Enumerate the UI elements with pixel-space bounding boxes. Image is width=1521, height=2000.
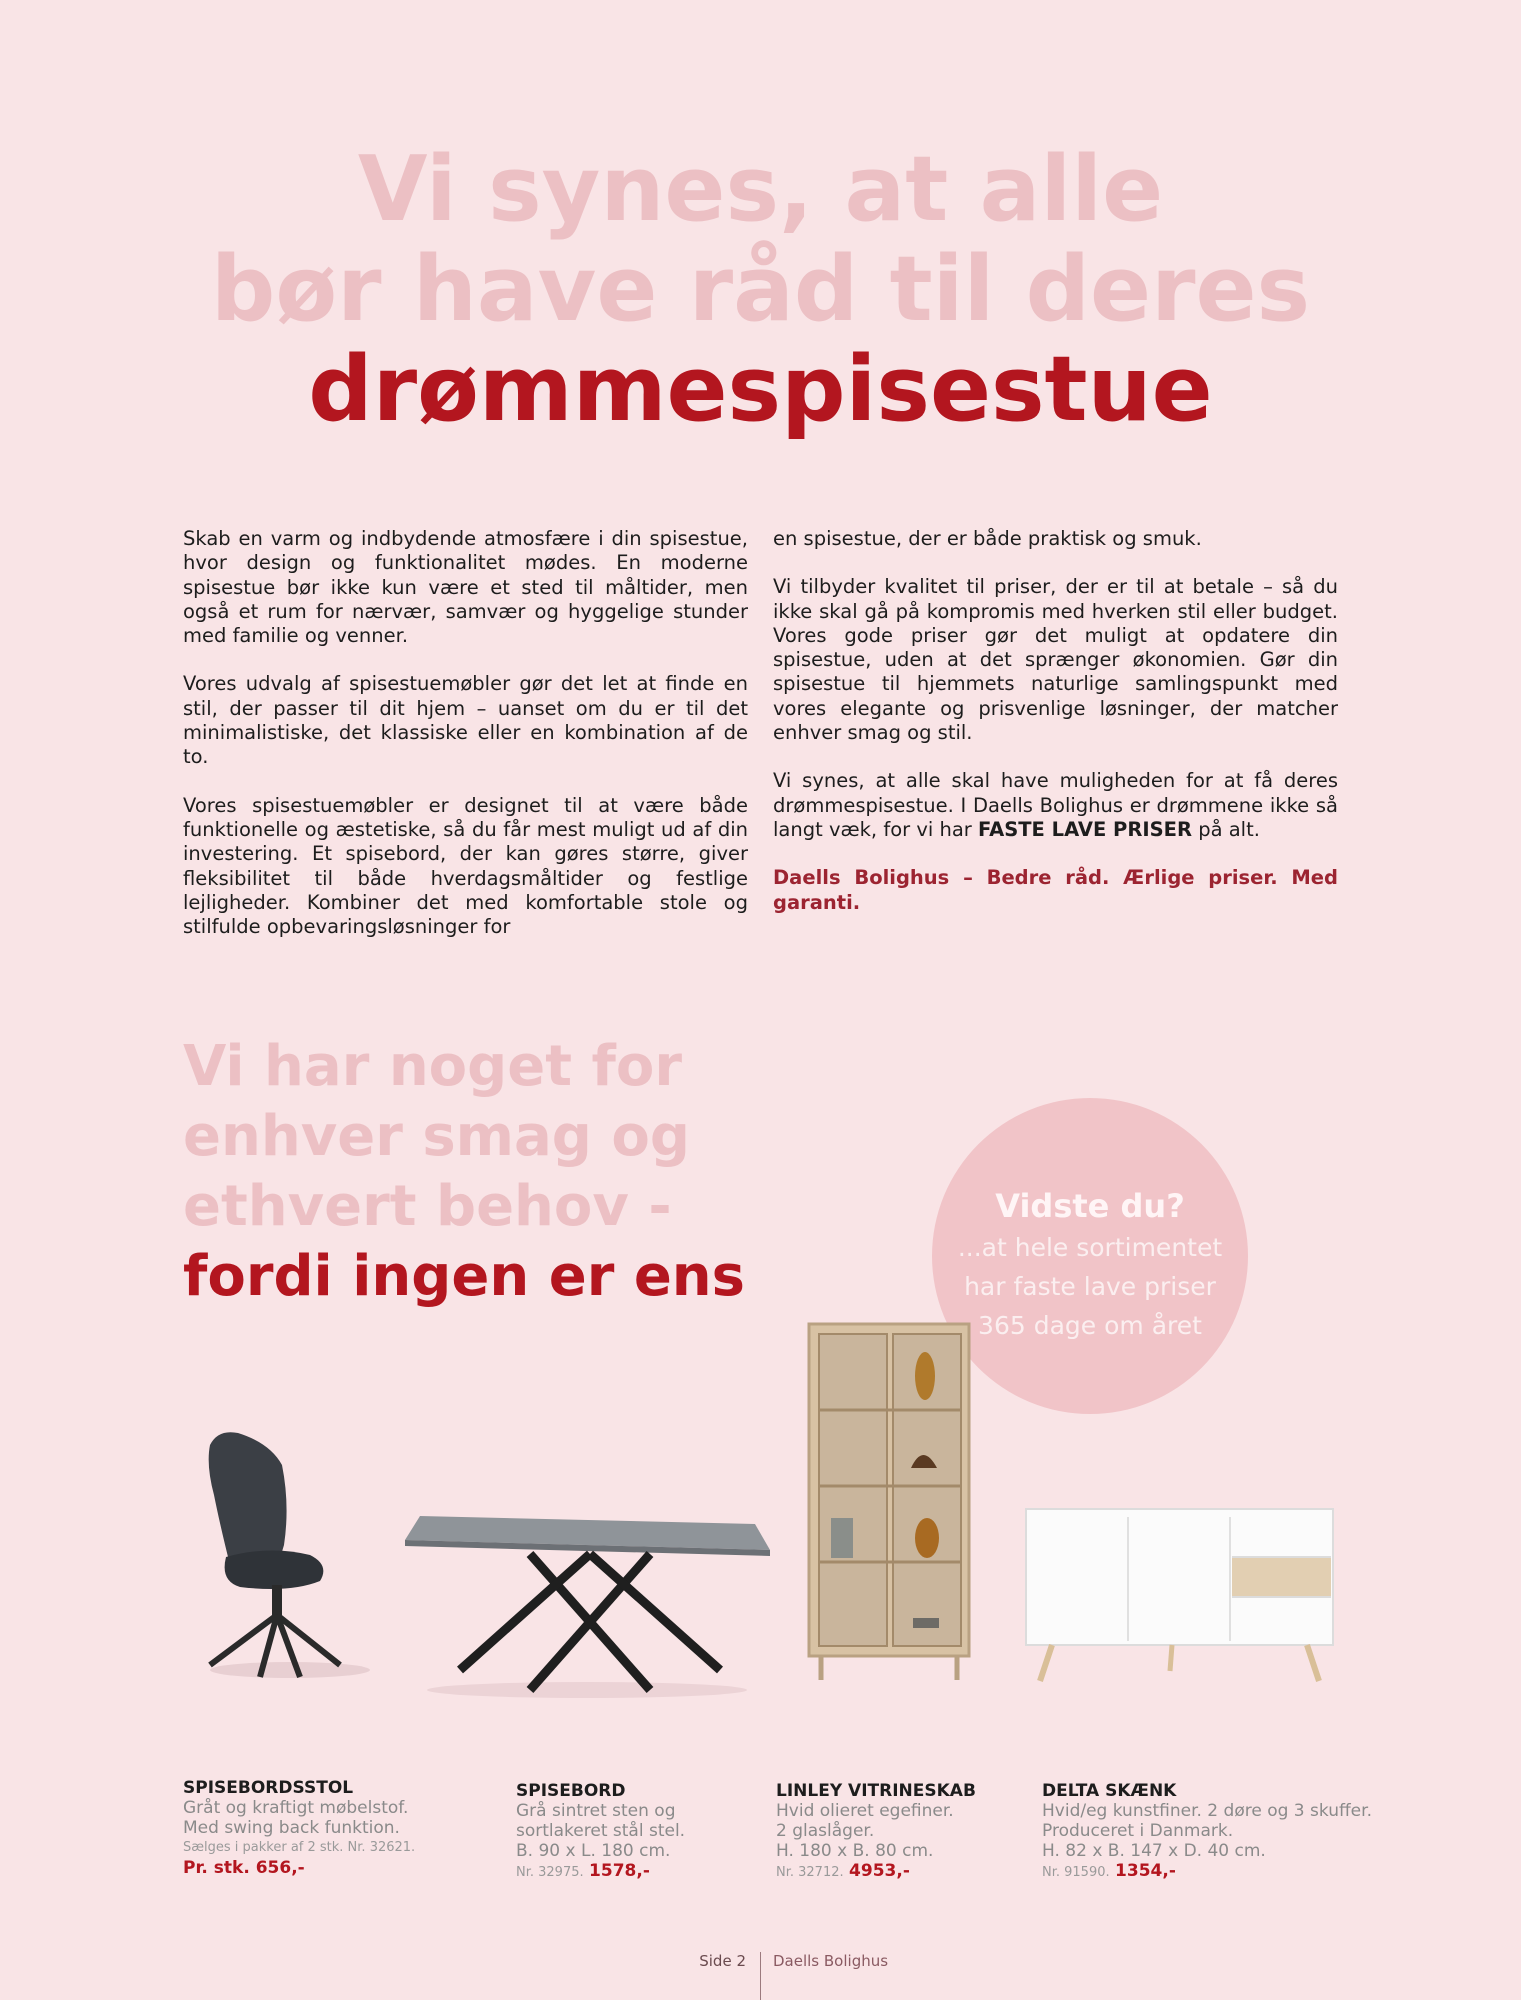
product-name: SPISEBORD (516, 1781, 626, 1801)
sideboard-image (1022, 1505, 1337, 1685)
product-description: Produceret i Danmark. (1042, 1821, 1234, 1841)
footer-divider (760, 1952, 761, 2000)
product-price: 4953,- (849, 1861, 910, 1881)
page-number: Side 2 (699, 1952, 746, 1970)
product-name: SPISEBORDSSTOL (183, 1778, 354, 1798)
product-description: Gråt og kraftigt møbelstof. (183, 1798, 409, 1818)
page-footer (0, 1948, 1521, 2000)
intro-paragraph: en spisestue, der er både praktisk og smuk. (773, 527, 1202, 550)
bubble-question: Vidste du? (995, 1187, 1185, 1225)
product-description: Med swing back funktion. (183, 1818, 400, 1838)
subhead-line-2: enhver smag og (183, 1104, 690, 1169)
product-dining-table (516, 1781, 685, 1883)
headline-line-1: Vi synes, at alle (357, 137, 1164, 242)
product-description: Hvid/eg kunstfiner. 2 døre og 3 skuffer. (1042, 1801, 1372, 1821)
intro-paragraph (773, 769, 1338, 842)
product-name: LINLEY VITRINESKAB (776, 1781, 976, 1801)
product-description: H. 180 x B. 80 cm. (776, 1841, 934, 1861)
intro-text: Vi synes, at alle skal have muligheden for at få deres drømmespisestue. I Daells Bolighus er drømmene ikke så langt væk, for vi har (773, 769, 1338, 841)
product-item-number: Nr. 32975. (516, 1865, 584, 1880)
subhead-line-4: fordi ingen er ens (183, 1244, 745, 1309)
intro-paragraph: Vi tilbyder kvalitet til priser, der er til at betale – så du ikke skal gå på kompromis med hverken stil eller budget. Vores gode priser gør det muligt at opdatere din spisestue, uden at det sprænger økonomien. Gør din spisestue til hjemmets naturlige samlingspunkt med vores elegante og prisvenlige løsninger, der matcher enhver smag og stil. (773, 575, 1338, 745)
product-description: 2 glaslåger. (776, 1821, 875, 1841)
product-description: H. 82 x B. 147 x D. 40 cm. (1042, 1841, 1266, 1861)
product-display-cabinet (776, 1781, 976, 1883)
headline-line-2: bør have råd til deres (210, 237, 1311, 342)
product-price: Pr. stk. 656,- (183, 1858, 305, 1878)
product-list (0, 1778, 1521, 1898)
product-description: Hvid olieret egefiner. (776, 1801, 954, 1821)
dining-table-image (400, 1510, 775, 1700)
bubble-answer-line: ...at hele sortimentet (957, 1233, 1223, 1262)
brand-tagline: Daells Bolighus – Bedre råd. Ærlige priser. Med garanti. (773, 866, 1338, 914)
product-description: sortlakeret stål stel. (516, 1821, 686, 1841)
subhead-line-3: ethvert behov - (183, 1174, 672, 1239)
product-item-number: Sælges i pakker af 2 stk. Nr. 32621. (183, 1840, 416, 1855)
product-item-number: Nr. 91590. (1042, 1865, 1110, 1880)
bubble-answer-line: har faste lave priser (964, 1272, 1216, 1301)
did-you-know-bubble (932, 1098, 1248, 1414)
intro-text: på alt. (1192, 817, 1260, 841)
page-headline (0, 137, 1521, 442)
intro-paragraph: Vores spisestuemøbler er designet til at være både funktionelle og æstetiske, så du får mest muligt ud af din investering. Et spisebord, der kan gøres større, giver fleksibilitet til både hverdagsmåltider og festlige lejligheder. Kombiner det med komfortable stole og stilfulde opbevaringsløsninger for (183, 793, 748, 939)
bubble-answer-line: 365 dage om året (978, 1311, 1202, 1340)
product-price: 1578,- (589, 1861, 650, 1881)
product-description: Grå sintret sten og (516, 1801, 676, 1821)
product-price: 1354,- (1115, 1861, 1176, 1881)
product-description: B. 90 x L. 180 cm. (516, 1841, 671, 1861)
intro-left-column (183, 527, 748, 963)
intro-emphasis: FASTE LAVE PRISER (978, 817, 1192, 841)
product-dining-chair (183, 1778, 415, 1878)
product-name: DELTA SKÆNK (1042, 1781, 1177, 1801)
intro-right-column (773, 527, 1338, 939)
product-item-number: Nr. 32712. (776, 1865, 844, 1880)
display-cabinet-image (805, 1318, 975, 1688)
dining-chair-image (190, 1425, 390, 1685)
headline-line-3: drømmespisestue (308, 337, 1213, 442)
footer-brand: Daells Bolighus (773, 1952, 889, 1970)
intro-paragraph: Vores udvalg af spisestuemøbler gør det let at finde en stil, der passer til dit hjem – uanset om du er til det minimalistiske, det klassiske eller en kombination af de to. (183, 672, 748, 769)
subhead-line-1: Vi har noget for (183, 1034, 682, 1099)
section-subheadline (183, 1032, 745, 1312)
product-sideboard (1042, 1781, 1372, 1883)
intro-paragraph: Skab en varm og indbydende atmosfære i din spisestue, hvor design og funktionalitet mødes. En moderne spisestue bør ikke kun være et sted til måltider, men også et rum for nærvær, samvær og hyggelige stunder med familie og venner. (183, 527, 748, 648)
